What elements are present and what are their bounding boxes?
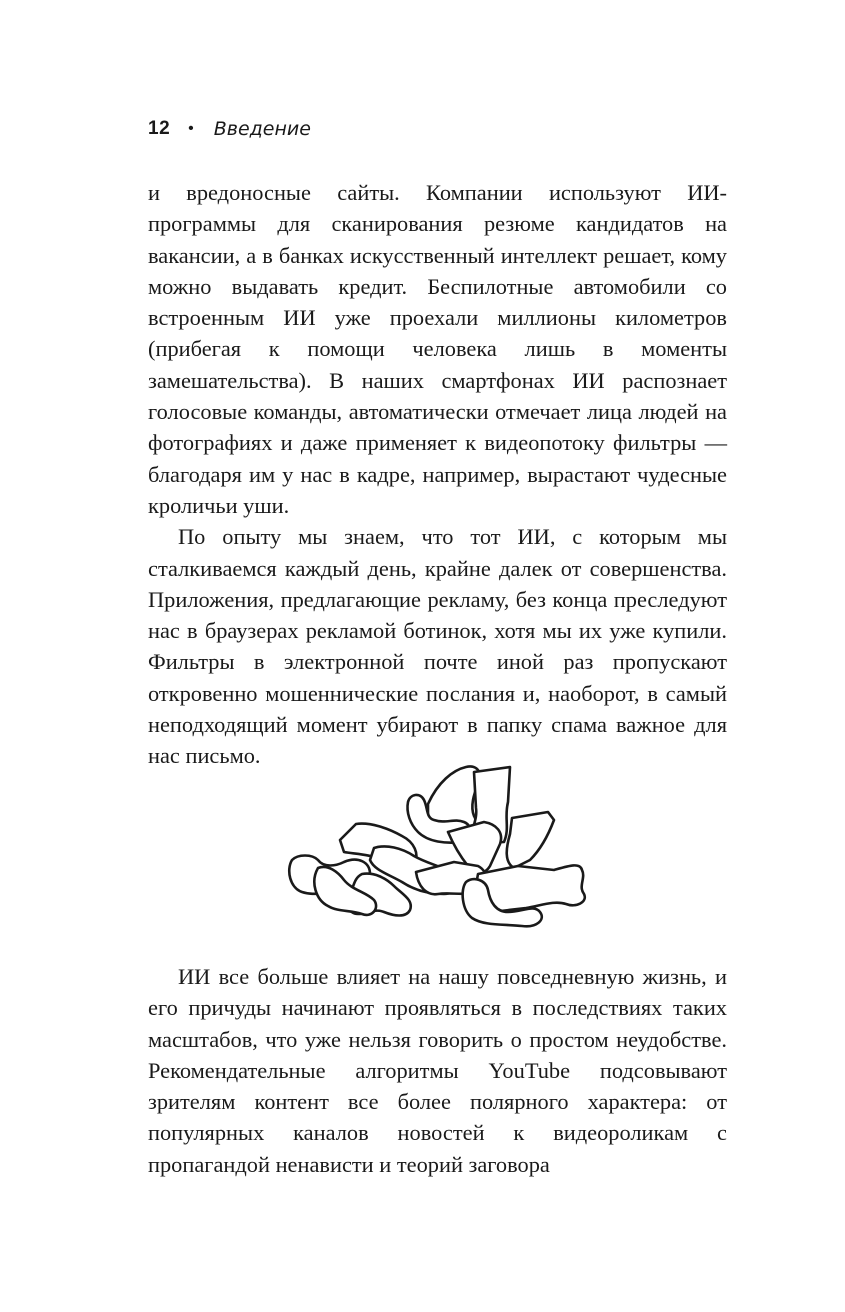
running-title: Введение — [213, 118, 311, 140]
boot-shape — [507, 812, 554, 868]
body-text-top — [148, 177, 727, 772]
body-text-bottom — [148, 961, 727, 1180]
page-number: 12 — [148, 118, 171, 139]
paragraph: По опыту мы знаем, что тот ИИ, с которым мы сталкиваемся каждый день, крайне далек от совершенства. Приложения, предлагающие рекламу, без конца преследуют нас в браузерах рекламой ботинок, хотя мы их уже купили. Фильтры в электронной почте иной раз пропускают откровенно мошеннические послания и, наоборот, в самый неподходящий момент убирают в папку спама важное для нас письмо. — [148, 524, 727, 769]
paragraph: и вредоносные сайты. Компании используют ИИ-программы для сканирования резюме кандидатов на вакансии, а в банках искусственный интеллект решает, кому можно выдавать кредит. Беспилотные автомобили со встроенным ИИ уже проехали миллионы километров (прибегая к помощи человека лишь в моменты замешательства). В наших смартфонах ИИ распознает голосовые команды, автоматически отмечает лица людей на фотографиях и даже применяет к видеопотоку фильтры — благодаря им у нас в кадре, например, вырастают чудесные кроличьи уши. — [148, 180, 727, 518]
header-separator: • — [188, 120, 194, 137]
paragraph: ИИ все больше влияет на нашу повседневную жизнь, и его причуды начинают проявляться в последствиях таких масштабов, что уже нельзя говорить о простом неудобстве. Рекомендательные алгоритмы YouTube подсовывают зрителям контент все более полярного характера: от популярных каналов новостей к видеороликам с пропагандой ненависти и теорий заговора — [148, 964, 727, 1177]
pile-of-boots-illustration — [278, 762, 600, 932]
running-header — [148, 118, 311, 140]
